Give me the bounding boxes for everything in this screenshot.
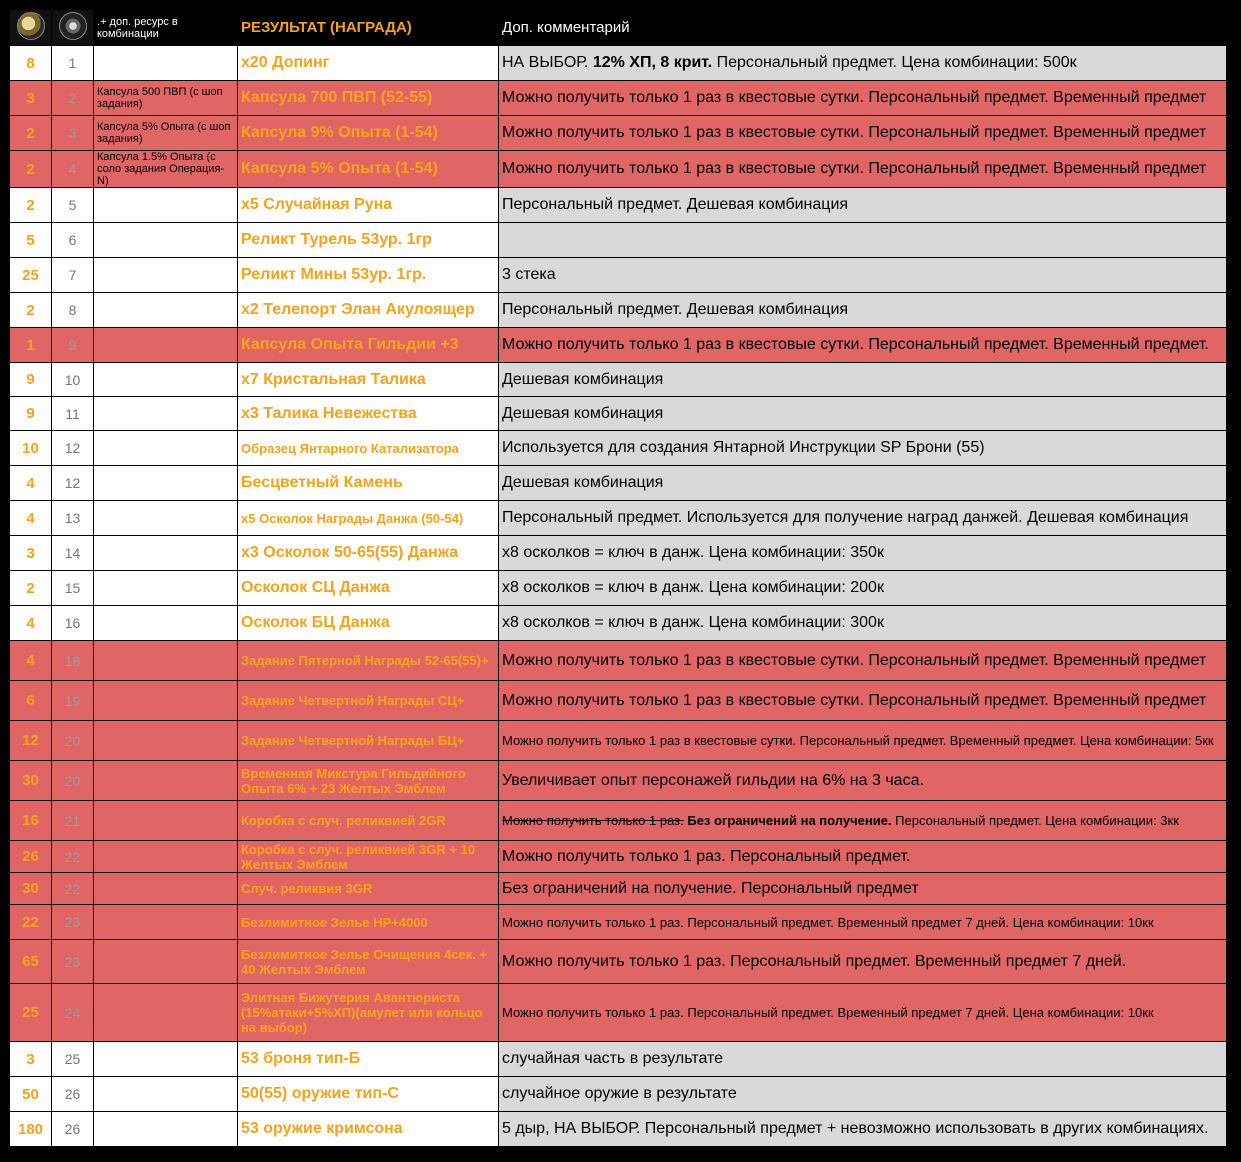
medal-icon <box>17 12 45 40</box>
resource-count: 5 <box>10 223 52 258</box>
table-row <box>10 721 1227 761</box>
table-row <box>10 81 1227 116</box>
comment: Можно получить только 1 раз в квестовые сутки. Персональный предмет. Временный предмет <box>499 151 1227 188</box>
table-row <box>10 1042 1227 1077</box>
result-name: Безлимитное Зелье Очищения 4сек. + 40 Желтых Эмблем <box>238 940 499 984</box>
row-index: 5 <box>52 188 94 223</box>
row-index: 9 <box>52 328 94 363</box>
resource-count: 6 <box>10 681 52 721</box>
extra-resource <box>94 681 238 721</box>
row-index: 12 <box>52 466 94 501</box>
row-index: 20 <box>52 761 94 801</box>
comment: Можно получить только 1 раз в квестовые сутки. Персональный предмет. Временный предмет. <box>499 328 1227 363</box>
table-row <box>10 1112 1227 1147</box>
extra-resource <box>94 940 238 984</box>
table-row <box>10 873 1227 905</box>
table-row <box>10 363 1227 397</box>
table-row <box>10 536 1227 571</box>
table-row <box>10 46 1227 81</box>
comment: Увеличивает опыт персонажей гильдии на 6% на 3 часа. <box>499 761 1227 801</box>
comment <box>499 801 1227 841</box>
gem-icon <box>59 12 87 40</box>
row-index: 16 <box>52 606 94 641</box>
table-row <box>10 223 1227 258</box>
result-name: Капсула Опыта Гильдии +3 <box>238 328 499 363</box>
header-icon-cell-2 <box>52 10 94 46</box>
resource-count: 2 <box>10 116 52 151</box>
combination-table <box>9 9 1227 1147</box>
extra-resource <box>94 363 238 397</box>
extra-resource <box>94 397 238 431</box>
row-index: 13 <box>52 501 94 536</box>
extra-resource <box>94 188 238 223</box>
table-row <box>10 801 1227 841</box>
row-index: 26 <box>52 1112 94 1147</box>
row-index: 15 <box>52 571 94 606</box>
comment: случайная часть в результате <box>499 1042 1227 1077</box>
row-index: 6 <box>52 223 94 258</box>
resource-count: 180 <box>10 1112 52 1147</box>
result-name: х2 Телепорт Элан Акулоящер <box>238 293 499 328</box>
result-name: Коробка с случ. реликвией 3GR + 10 Желтых Эмблем <box>238 841 499 873</box>
table-row <box>10 431 1227 466</box>
comment: Можно получить только 1 раз в квестовые сутки. Персональный предмет. Временный предмет <box>499 81 1227 116</box>
comment <box>499 46 1227 81</box>
comment-part: НА ВЫБОР. <box>502 54 593 71</box>
resource-count: 3 <box>10 536 52 571</box>
row-index: 11 <box>52 397 94 431</box>
comment: 3 стека <box>499 258 1227 293</box>
comment: Без ограничений на получение. Персональный предмет <box>499 873 1227 905</box>
table-row <box>10 571 1227 606</box>
table-row <box>10 293 1227 328</box>
resource-count: 3 <box>10 1042 52 1077</box>
row-index: 23 <box>52 905 94 940</box>
extra-resource <box>94 328 238 363</box>
comment: случайное оружие в результате <box>499 1077 1227 1112</box>
table-row <box>10 905 1227 940</box>
resource-count: 9 <box>10 363 52 397</box>
table-row <box>10 397 1227 431</box>
row-index: 22 <box>52 841 94 873</box>
row-index: 21 <box>52 801 94 841</box>
extra-resource <box>94 905 238 940</box>
result-name: х3 Талика Невежества <box>238 397 499 431</box>
table-row <box>10 151 1227 188</box>
resource-count: 2 <box>10 571 52 606</box>
comment: Можно получить только 1 раз в квестовые сутки. Персональный предмет. Временный предмет <box>499 641 1227 681</box>
extra-resource <box>94 873 238 905</box>
comment-bold: Без ограничений на получение. <box>683 813 892 828</box>
row-index: 1 <box>52 46 94 81</box>
result-name: Образец Янтарного Катализатора <box>238 431 499 466</box>
extra-resource <box>94 641 238 681</box>
row-index: 23 <box>52 940 94 984</box>
extra-resource <box>94 571 238 606</box>
header-comment: Доп. комментарий <box>499 10 1227 46</box>
resource-count: 9 <box>10 397 52 431</box>
row-index: 10 <box>52 363 94 397</box>
extra-resource <box>94 841 238 873</box>
comment-tail: Персональный предмет. Цена комбинации: 500к <box>712 54 1077 71</box>
table-row <box>10 606 1227 641</box>
result-name: 53 броня тип-Б <box>238 1042 499 1077</box>
header-result: РЕЗУЛЬТАТ (НАГРАДА) <box>238 10 499 46</box>
result-name: х3 Осколок 50-65(55) Данжа <box>238 536 499 571</box>
comment: 5 дыр, НА ВЫБОР. Персональный предмет + невозможно использовать в других комбинациях. <box>499 1112 1227 1147</box>
comment: х8 осколков = ключ в данж. Цена комбинации: 350к <box>499 536 1227 571</box>
table-row <box>10 116 1227 151</box>
comment: Используется для создания Янтарной Инструкции SP Брони (55) <box>499 431 1227 466</box>
extra-resource <box>94 984 238 1042</box>
comment: Можно получить только 1 раз в квестовые сутки. Персональный предмет. Временный предмет <box>499 116 1227 151</box>
extra-resource <box>94 1112 238 1147</box>
row-index: 26 <box>52 1077 94 1112</box>
extra-resource <box>94 721 238 761</box>
comment: х8 осколков = ключ в данж. Цена комбинации: 200к <box>499 571 1227 606</box>
extra-resource <box>94 1042 238 1077</box>
result-name: Элитная Бижутерия Авантюриста (15%атаки+5%ХП)(амулет или кольцо на выбор) <box>238 984 499 1042</box>
row-index: 4 <box>52 151 94 188</box>
comment: Персональный предмет. Дешевая комбинация <box>499 188 1227 223</box>
extra-resource <box>94 1077 238 1112</box>
result-name: х7 Кристальная Талика <box>238 363 499 397</box>
result-name: х5 Случайная Руна <box>238 188 499 223</box>
result-name: х20 Допинг <box>238 46 499 81</box>
comment: Можно получить только 1 раз. Персональный предмет. Временный предмет 7 дней. Цена комбинации: 10кк <box>499 905 1227 940</box>
resource-count: 3 <box>10 81 52 116</box>
result-name: 50(55) оружие тип-С <box>238 1077 499 1112</box>
row-index: 2 <box>52 81 94 116</box>
row-index: 22 <box>52 873 94 905</box>
resource-count: 30 <box>10 873 52 905</box>
resource-count: 1 <box>10 328 52 363</box>
result-name: х5 Осколок Награды Данжа (50-54) <box>238 501 499 536</box>
resource-count: 25 <box>10 984 52 1042</box>
row-index: 12 <box>52 431 94 466</box>
comment-struck: Можно получить только 1 раз. <box>502 813 684 828</box>
resource-count: 4 <box>10 501 52 536</box>
comment-tail: Персональный предмет. Цена комбинации: 3кк <box>891 813 1179 828</box>
extra-resource <box>94 293 238 328</box>
result-name: Случ. реликвия 3GR <box>238 873 499 905</box>
row-index: 19 <box>52 681 94 721</box>
resource-count: 4 <box>10 606 52 641</box>
extra-resource <box>94 606 238 641</box>
header-row <box>10 10 1227 46</box>
comment: Можно получить только 1 раз. Персональный предмет. Временный предмет 7 дней. Цена комбинации: 10кк <box>499 984 1227 1042</box>
result-name: Осколок БЦ Данжа <box>238 606 499 641</box>
result-name: Осколок СЦ Данжа <box>238 571 499 606</box>
resource-count: 10 <box>10 431 52 466</box>
table-row <box>10 1077 1227 1112</box>
resource-count: 8 <box>10 46 52 81</box>
result-name: Капсула 5% Опыта (1-54) <box>238 151 499 188</box>
extra-resource <box>94 466 238 501</box>
resource-count: 2 <box>10 188 52 223</box>
row-index: 24 <box>52 984 94 1042</box>
header-icon-cell-1 <box>10 10 52 46</box>
extra-resource <box>94 801 238 841</box>
comment <box>499 223 1227 258</box>
comment: Можно получить только 1 раз в квестовые сутки. Персональный предмет. Временный предмет <box>499 681 1227 721</box>
comment: Персональный предмет. Дешевая комбинация <box>499 293 1227 328</box>
extra-resource <box>94 223 238 258</box>
extra-resource <box>94 501 238 536</box>
row-index: 18 <box>52 641 94 681</box>
resource-count: 30 <box>10 761 52 801</box>
row-index: 8 <box>52 293 94 328</box>
comment: Можно получить только 1 раз. Персональный предмет. <box>499 841 1227 873</box>
comment: Персональный предмет. Используется для получение наград данжей. Дешевая комбинация <box>499 501 1227 536</box>
resource-count: 22 <box>10 905 52 940</box>
extra-resource: Капсула 1.5% Опыта (с соло задания Операция-N) <box>94 151 238 188</box>
result-name: Капсула 700 ПВП (52-55) <box>238 81 499 116</box>
row-index: 14 <box>52 536 94 571</box>
result-name: Коробка с случ. реликвией 2GR <box>238 801 499 841</box>
result-name: Безлимитное Зелье HP+4000 <box>238 905 499 940</box>
comment: Дешевая комбинация <box>499 466 1227 501</box>
comment: Дешевая комбинация <box>499 397 1227 431</box>
table-row <box>10 258 1227 293</box>
resource-count: 26 <box>10 841 52 873</box>
extra-resource: Капсула 5% Опыта (с шоп задания) <box>94 116 238 151</box>
table-row <box>10 984 1227 1042</box>
row-index: 3 <box>52 116 94 151</box>
result-name: Бесцветный Камень <box>238 466 499 501</box>
table-row <box>10 841 1227 873</box>
resource-count: 50 <box>10 1077 52 1112</box>
comment: Дешевая комбинация <box>499 363 1227 397</box>
resource-count: 16 <box>10 801 52 841</box>
extra-resource <box>94 761 238 801</box>
table-row <box>10 761 1227 801</box>
resource-count: 4 <box>10 466 52 501</box>
comment: Можно получить только 1 раз. Персональный предмет. Временный предмет 7 дней. <box>499 940 1227 984</box>
extra-resource <box>94 536 238 571</box>
result-name: Реликт Турель 53ур. 1гр <box>238 223 499 258</box>
extra-resource: Капсула 500 ПВП (с шоп задания) <box>94 81 238 116</box>
resource-count: 4 <box>10 641 52 681</box>
row-index: 20 <box>52 721 94 761</box>
table-row <box>10 328 1227 363</box>
row-index: 25 <box>52 1042 94 1077</box>
result-name: Задание Четвертной Награды СЦ+ <box>238 681 499 721</box>
header-extra: .+ доп. ресурс в комбинации <box>94 10 238 46</box>
comment: Можно получить только 1 раз в квестовые сутки. Персональный предмет. Временный предмет. Цена комбинации: 5кк <box>499 721 1227 761</box>
resource-count: 2 <box>10 293 52 328</box>
table-row <box>10 641 1227 681</box>
result-name: Капсула 9% Опыта (1-54) <box>238 116 499 151</box>
resource-count: 25 <box>10 258 52 293</box>
extra-resource <box>94 46 238 81</box>
table-row <box>10 501 1227 536</box>
table-row <box>10 940 1227 984</box>
table-row <box>10 188 1227 223</box>
result-name: Задание Пятерной Награды 52-65(55)+ <box>238 641 499 681</box>
extra-resource <box>94 431 238 466</box>
result-name: Реликт Мины 53ур. 1гр. <box>238 258 499 293</box>
result-name: Задание Четвертной Награды БЦ+ <box>238 721 499 761</box>
table-row <box>10 681 1227 721</box>
extra-resource <box>94 258 238 293</box>
result-name: Временная Микстура Гильдийного Опыта 6% + 23 Желтых Эмблем <box>238 761 499 801</box>
result-name: 53 оружие кримсона <box>238 1112 499 1147</box>
comment: х8 осколков = ключ в данж. Цена комбинации: 300к <box>499 606 1227 641</box>
resource-count: 2 <box>10 151 52 188</box>
resource-count: 12 <box>10 721 52 761</box>
table-row <box>10 466 1227 501</box>
resource-count: 65 <box>10 940 52 984</box>
comment-bold: 12% ХП, 8 крит. <box>592 54 713 71</box>
row-index: 7 <box>52 258 94 293</box>
